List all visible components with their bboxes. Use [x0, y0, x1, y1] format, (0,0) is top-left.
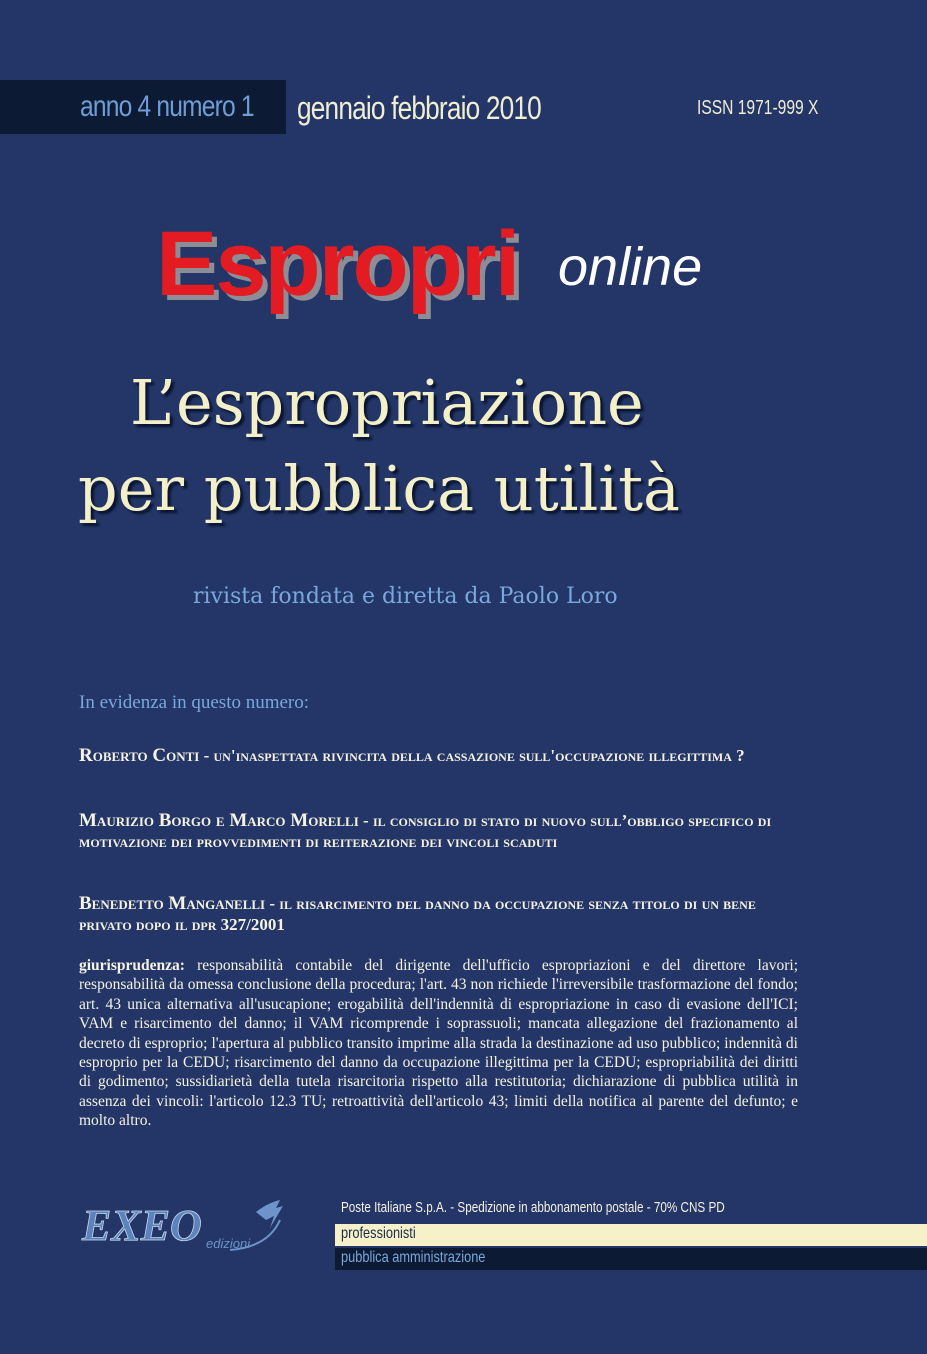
journal-logo-main: Espropri	[156, 213, 519, 315]
article-1	[79, 745, 799, 766]
audience-label: professionisti	[341, 1225, 416, 1242]
publisher-logo	[80, 1190, 290, 1260]
cover-title-line-1: L’espropriazione	[130, 366, 644, 439]
founder-line: rivista fondata e diretta da Paolo Loro	[193, 584, 618, 609]
highlights-heading: In evidenza in questo numero:	[79, 692, 310, 713]
jurisprudence-summary	[79, 956, 798, 1131]
audience-professionisti	[335, 1224, 927, 1246]
article-title: - il consiglio di stato di nuovo sull’obbligo specifico di motivazione dei provvedimenti di reiterazione dei vincoli scaduti	[79, 811, 772, 851]
issue-date: gennaio febbraio 2010	[297, 90, 541, 126]
issn: ISSN 1971-999 X	[697, 97, 819, 119]
article-author: Maurizio Borgo e Marco Morelli	[79, 810, 359, 831]
article-title: - un'inaspettata rivincita della cassazione sull'occupazione illegittima ?	[199, 746, 745, 765]
jurisprudence-text: responsabilità contabile del dirigente dell'ufficio espropriazioni e del direttore lavori; responsabilità da omessa conclusione della procedura; l'art. 43 non richiede l'irreversibile trasformazione del fondo; art. 43 unica alternativa all'usucapione; erogabilità dell'indennità di espropriazione in caso di evasione dell'ICI; VAM e risarcimento del danno; il VAM ricomprende i soprassuoli; mancata allegazione del frazionamento al decreto di esproprio; l'apertura al pubblico transito imprime alla strada la destinazione ad uso pubblico; indennità di esproprio per la CEDU; risarcimento del danno da occupazione illegittima per la CEDU; espropriabilità dei diritti di godimento; sussidiarietà della tutela risarcitoria rispetto alla restitutoria; dichiarazione di pubblica utilità in assenza dei vincoli: l'articolo 12.3 TU; retroattività dell'articolo 43; limiti della notifica al parente del defunto; e molto altro.	[79, 957, 798, 1130]
article-3	[79, 893, 759, 935]
audience-pubblica-amministrazione	[335, 1248, 927, 1270]
audience-label: pubblica amministrazione	[341, 1249, 486, 1266]
issue-number: anno 4 numero 1	[80, 90, 254, 123]
cover-title	[78, 360, 898, 532]
publisher-logo-sub: edizioni	[206, 1236, 251, 1251]
article-author: Roberto Conti	[79, 745, 200, 766]
postal-notice: Poste Italiane S.p.A. - Spedizione in abbonamento postale - 70% CNS PD	[341, 1199, 725, 1216]
article-author: Benedetto Manganelli	[79, 893, 266, 914]
article-2	[79, 810, 789, 852]
issue-bar	[0, 80, 286, 134]
article-title: - il risarcimento del danno da occupazione senza titolo di un bene privato dopo il dpr 327/2001	[79, 894, 756, 934]
journal-logo-sub: online	[558, 237, 703, 297]
cover-title-line-2: per pubblica utilità	[78, 452, 680, 525]
jurisprudence-label: giurisprudenza:	[79, 957, 185, 974]
publisher-logo-text: EXEO	[82, 1201, 202, 1250]
